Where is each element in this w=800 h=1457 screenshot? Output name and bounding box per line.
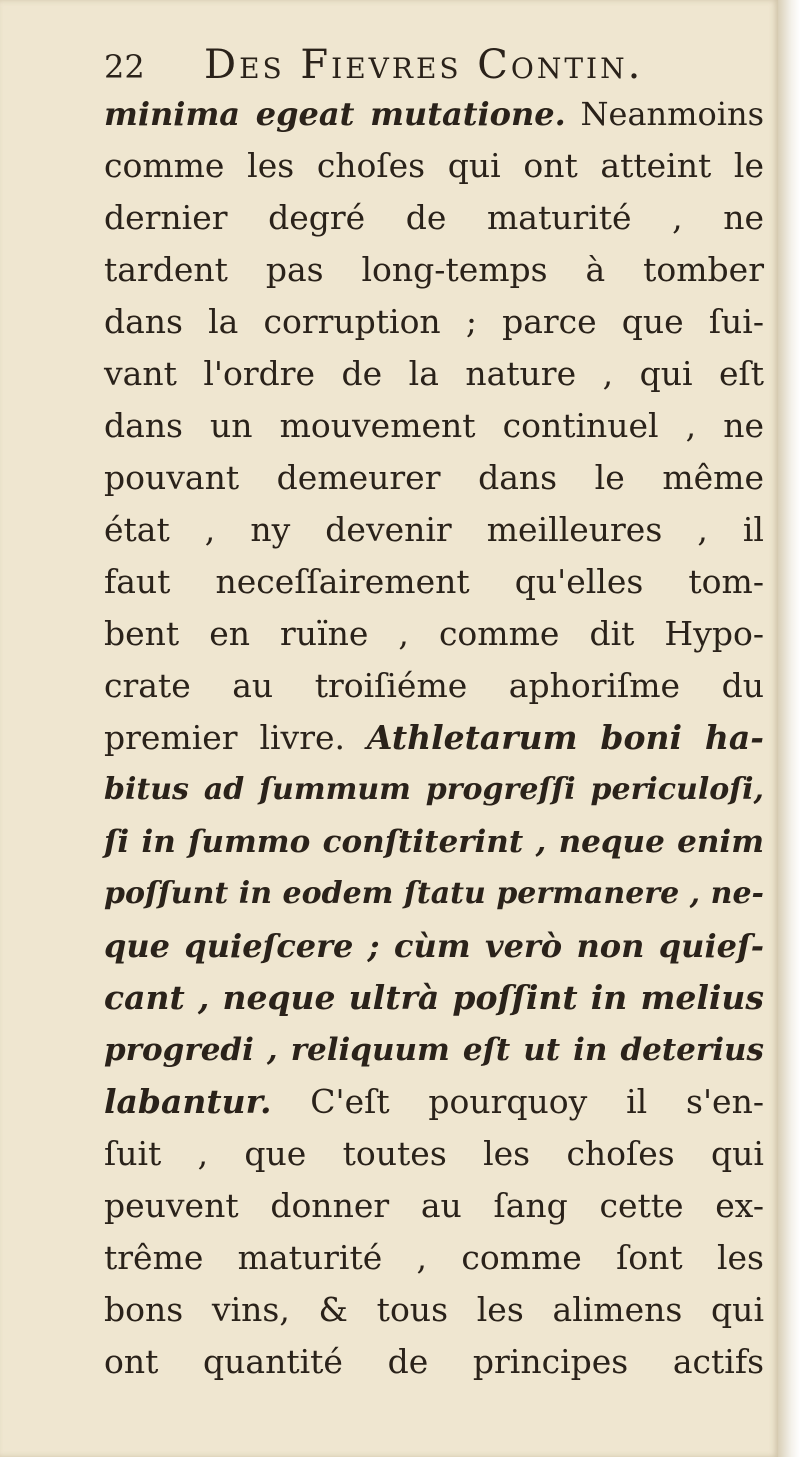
text-segment: dans la corruption ; parce que ſui- [104, 302, 764, 341]
text-segment: bent en ruïne , comme dit Hypo- [104, 614, 764, 653]
text-line [104, 660, 764, 712]
text-line [104, 868, 764, 920]
text-line [104, 192, 764, 244]
latin-quotation: labantur. [104, 1082, 272, 1121]
text-segment: faut neceſſairement qu'elles tom- [104, 562, 764, 601]
text-line [104, 88, 764, 140]
text-segment: dans un mouvement continuel , ne [104, 406, 764, 445]
text-line [104, 972, 764, 1024]
latin-quotation: ſi in ſummo conſtiterint , neque enim [104, 824, 764, 860]
text-line [104, 556, 764, 608]
latin-quotation: que quieſcere ; cùm verò non quieſ- [104, 927, 764, 965]
text-segment: pouvant demeurer dans le même [104, 458, 764, 497]
text-segment: Neanmoins [565, 95, 765, 133]
text-line [104, 244, 764, 296]
text-segment: tardent pas long-temps à tomber [104, 250, 764, 289]
text-segment: ſuit , que toutes les choſes qui [104, 1134, 764, 1173]
text-segment: crate au troiſiéme aphoriſme du [104, 666, 764, 705]
text-line [104, 296, 764, 348]
text-line [104, 1024, 764, 1076]
text-line [104, 1128, 764, 1180]
page-number: 22 [104, 48, 145, 86]
text-line [104, 400, 764, 452]
text-segment: ont quantité de principes actifs [104, 1342, 764, 1381]
running-head: Des Fievres Contin. [204, 42, 644, 88]
text-line [104, 452, 764, 504]
text-line [104, 1180, 764, 1232]
text-line [104, 764, 764, 816]
page-header [104, 38, 764, 88]
page-edge [778, 0, 800, 1457]
text-line [104, 140, 764, 192]
latin-quotation: Athletarum boni ha- [366, 718, 764, 757]
latin-quotation: poſſunt in eodem ſtatu permanere , ne- [104, 876, 764, 911]
text-segment: vant l'ordre de la nature , qui eſt [104, 354, 764, 393]
text-line [104, 712, 764, 764]
text-line [104, 504, 764, 556]
text-segment: dernier degré de maturité , ne [104, 198, 764, 237]
latin-quotation: cant , neque ultrà poſſint in melius [104, 978, 764, 1017]
latin-quotation: bitus ad ſummum progreſſi periculoſi, [104, 772, 764, 807]
text-line [104, 816, 764, 868]
text-segment: bons vins, & tous les alimens qui [104, 1290, 764, 1329]
text-segment: état , ny devenir meilleures , il [104, 510, 764, 549]
text-segment: comme les choſes qui ont atteint le [104, 146, 764, 185]
text-line [104, 1076, 764, 1128]
text-segment: trême maturité , comme ſont les [104, 1238, 764, 1277]
text-line [104, 608, 764, 660]
text-line [104, 920, 764, 972]
text-line [104, 1232, 764, 1284]
latin-quotation: minima egeat mutatione. [104, 95, 566, 133]
text-line [104, 348, 764, 400]
body-text [104, 88, 764, 1388]
text-segment: C'eſt pourquoy il s'en- [271, 1082, 764, 1121]
latin-quotation: progredi , reliquum eſt ut in deterius [104, 1032, 764, 1068]
text-line [104, 1284, 764, 1336]
text-segment: premier livre. [104, 718, 367, 757]
text-segment: peuvent donner au ſang cette ex- [104, 1186, 764, 1225]
text-line [104, 1336, 764, 1388]
